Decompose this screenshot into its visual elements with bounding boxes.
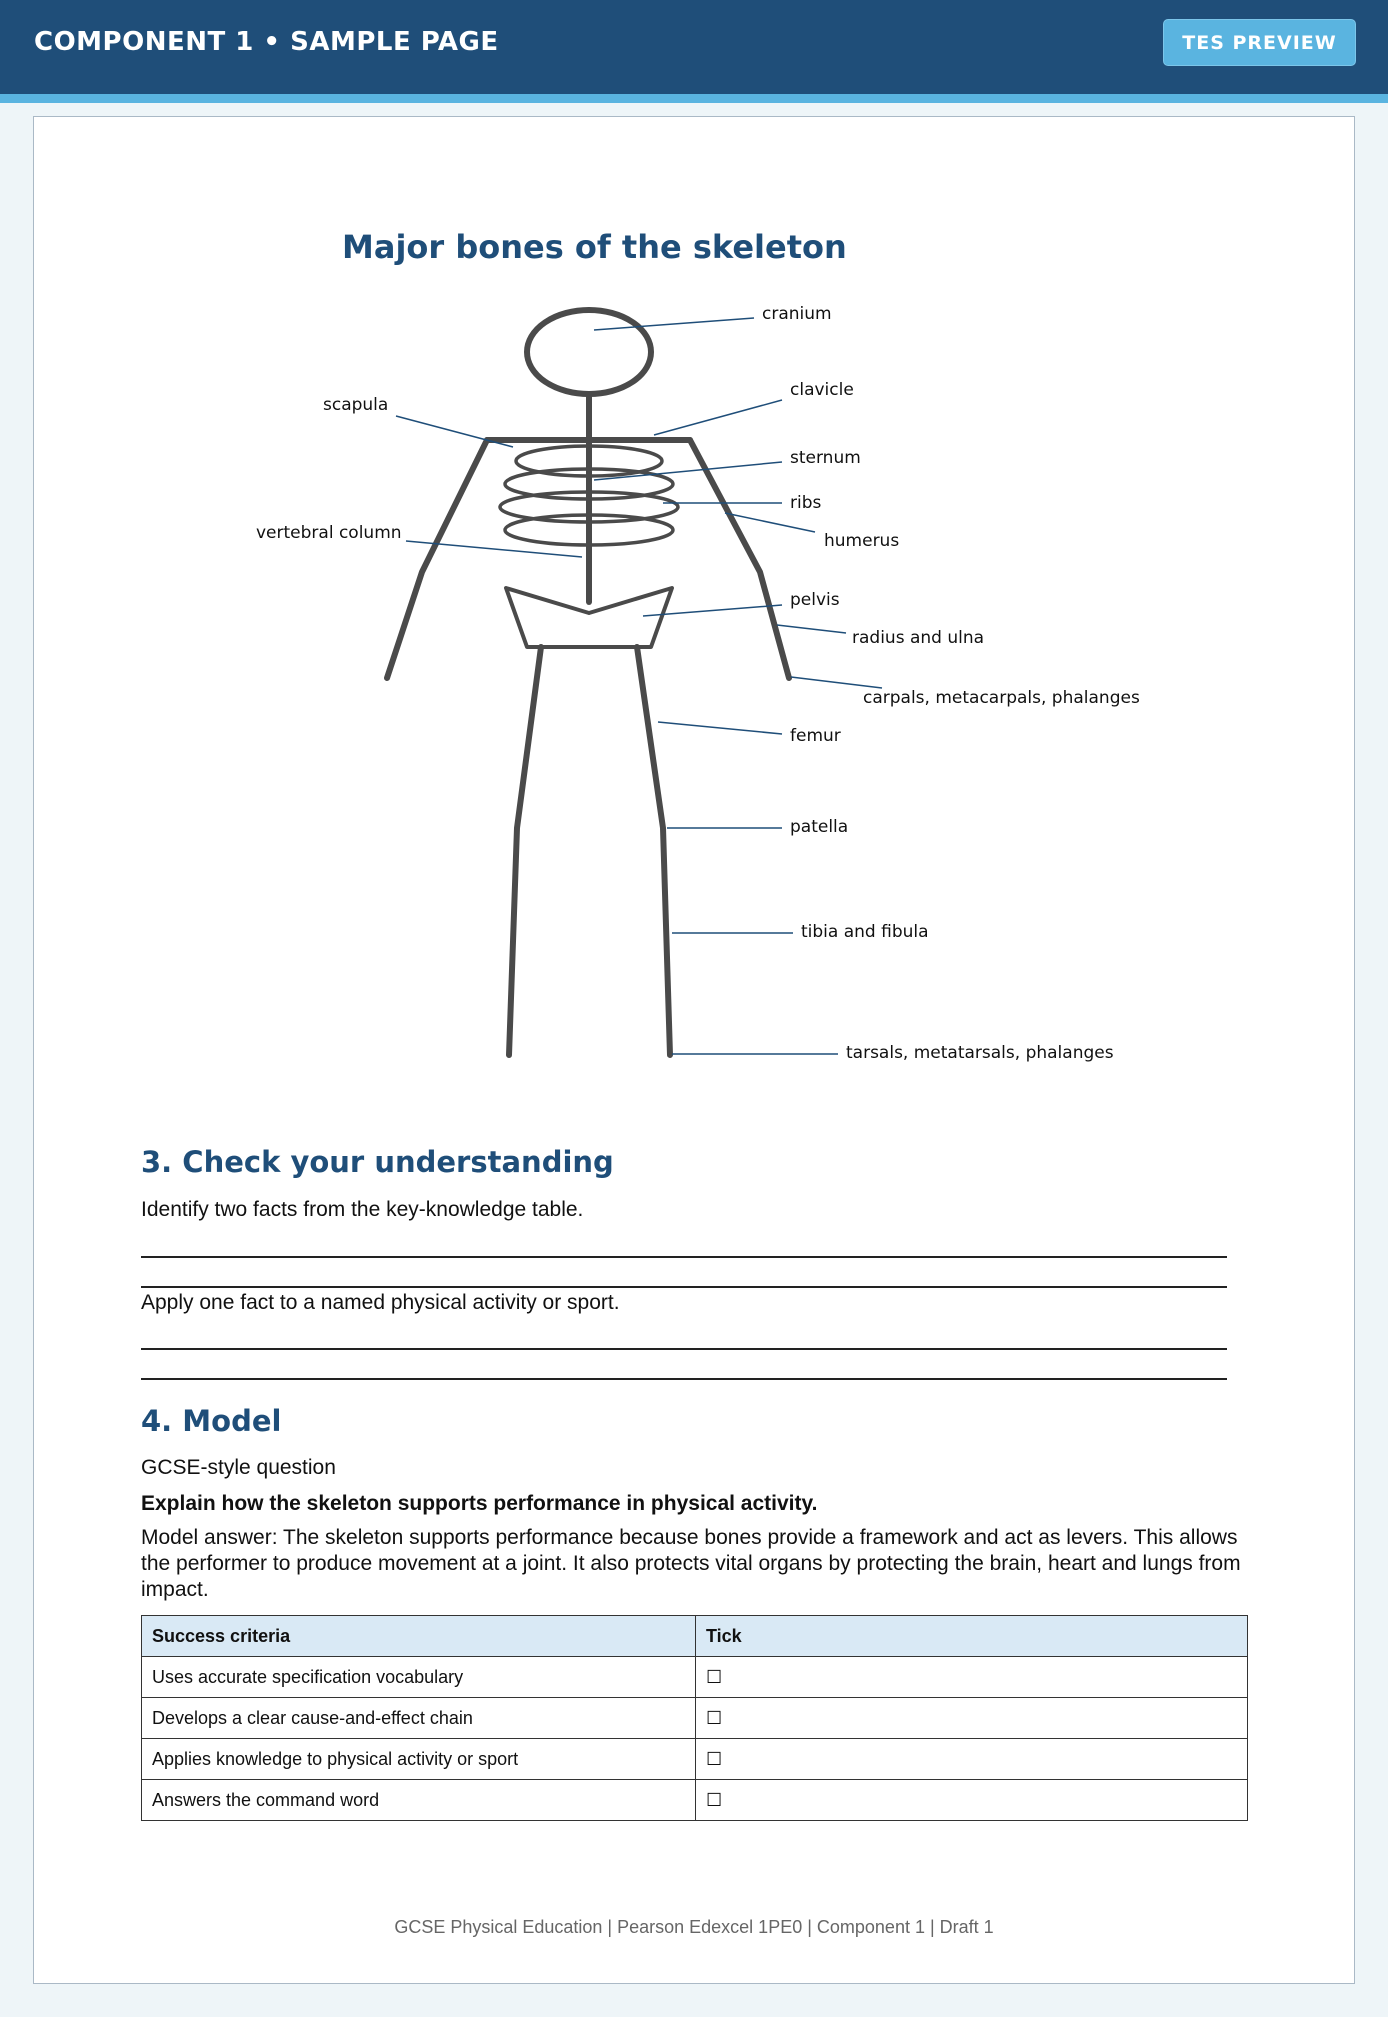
section-3-prompt-2: Apply one fact to a named physical activity or sport. [141, 1291, 620, 1314]
label-radius-ulna: radius and ulna [852, 628, 985, 648]
section-3-heading: 3. Check your understanding [141, 1145, 614, 1179]
answer-line-1[interactable] [141, 1256, 1227, 1258]
criterion-cell: Applies knowledge to physical activity or sport [142, 1739, 696, 1780]
tick-checkbox[interactable]: ☐ [696, 1739, 1248, 1780]
model-answer: Model answer: The skeleton supports performance because bones provide a framework and act as levers. This allows the performer to produce movement at a joint. It also protects vital organs by protecting the brain, heart and lungs from impact. [141, 1526, 1241, 1601]
tes-preview-button[interactable]: TES PREVIEW [1163, 19, 1356, 66]
label-femur: femur [790, 726, 841, 746]
right-arm [690, 440, 789, 678]
label-pelvis: pelvis [790, 590, 840, 610]
label-tibia-fibula: tibia and fibula [801, 922, 929, 942]
label-carpals: carpals, metacarpals, phalanges [863, 688, 1140, 708]
label-vertebral-column: vertebral column [256, 523, 402, 543]
answer-line-3[interactable] [141, 1348, 1227, 1350]
column-header-criteria: Success criteria [142, 1616, 696, 1657]
label-humerus: humerus [824, 531, 900, 551]
table-row [142, 1780, 1248, 1821]
diagram-title: Major bones of the skeleton [342, 228, 847, 266]
page-footer: GCSE Physical Education | Pearson Edexcel 1PE0 | Component 1 | Draft 1 [394, 1917, 994, 1937]
tick-checkbox[interactable]: ☐ [696, 1698, 1248, 1739]
left-arm [387, 440, 487, 678]
answer-line-2[interactable] [141, 1286, 1227, 1288]
success-criteria-table [141, 1615, 1248, 1821]
label-patella: patella [790, 817, 849, 837]
answer-line-4[interactable] [141, 1378, 1227, 1380]
section-4-heading: 4. Model [141, 1404, 282, 1438]
right-leg [637, 647, 670, 1055]
table-row [142, 1698, 1248, 1739]
label-tarsals: tarsals, metatarsals, phalanges [846, 1043, 1114, 1063]
table-header-row [142, 1616, 1248, 1657]
skull-shape [527, 310, 651, 394]
tick-checkbox[interactable]: ☐ [696, 1657, 1248, 1698]
leader-lines [396, 318, 882, 1054]
left-leg [509, 647, 541, 1055]
label-scapula: scapula [323, 395, 389, 415]
table-row [142, 1657, 1248, 1698]
tick-checkbox[interactable]: ☐ [696, 1780, 1248, 1821]
table-row [142, 1739, 1248, 1780]
skeleton-figure [387, 310, 789, 1055]
column-header-tick: Tick [696, 1616, 1248, 1657]
model-question: Explain how the skeleton supports performance in physical activity. [141, 1492, 818, 1515]
criterion-cell: Answers the command word [142, 1780, 696, 1821]
label-cranium: cranium [762, 304, 832, 324]
label-ribs: ribs [790, 493, 822, 513]
section-3-prompt-1: Identify two facts from the key-knowledge table. [141, 1198, 584, 1221]
label-sternum: sternum [790, 448, 861, 468]
label-clavicle: clavicle [790, 380, 854, 400]
header-title: COMPONENT 1 • SAMPLE PAGE [34, 27, 499, 57]
section-4-subheading: GCSE-style question [141, 1456, 336, 1479]
criterion-cell: Uses accurate specification vocabulary [142, 1657, 696, 1698]
criterion-cell: Develops a clear cause-and-effect chain [142, 1698, 696, 1739]
